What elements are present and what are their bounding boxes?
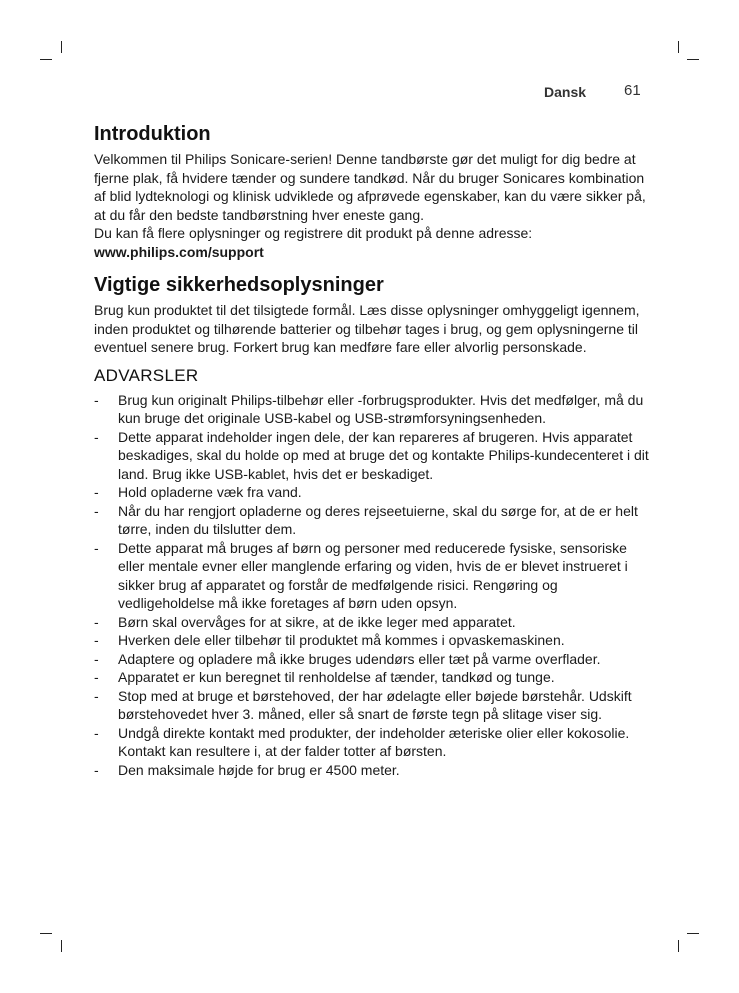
register-text: Du kan få flere oplysninger og registrere dit produkt på denne adresse:: [94, 225, 533, 241]
list-item-text: Hverken dele eller tilbehør til produktet må kommes i opvaskemaskinen.: [118, 632, 565, 648]
safety-paragraph: Brug kun produktet til det tilsigtede formål. Læs disse oplysninger omhyggeligt igennem, inden produktet og tilhørende batterier og tilbehør tages i brug, og gem oplysningerne til eventuel senere brug. Forkert brug kan medføre fare eller alvorlig personskade.: [94, 302, 640, 355]
list-item-text: Dette apparat indeholder ingen dele, der kan repareres af brugeren. Hvis apparatet beskadiges, skal du holde op med at bruge det og kontakte Philips-kundecenteret i dit land. Brug ikke USB-kablet, hvis det er beskadiget.: [118, 428, 649, 482]
list-item: [94, 613, 650, 632]
list-item: [94, 539, 650, 613]
list-item: [94, 761, 650, 780]
list-item-text: Brug kun originalt Philips-tilbehør eller -forbrugsprodukter. Hvis det medfølger, må du kun bruge det originale USB-kabel og USB-strømforsyningsenheden.: [118, 391, 644, 426]
safety-heading: Vigtige sikkerhedsoplysninger: [94, 274, 384, 296]
page-header: [0, 82, 739, 102]
bullet-dash: -: [94, 613, 99, 630]
bullet-dash: -: [94, 669, 99, 685]
warnings-heading: ADVARSLER: [94, 365, 199, 385]
list-item-text: Dette apparat må bruges af børn og personer med reducerede fysiske, sensoriske eller mentale evner eller manglende erfaring og viden, hvis de er blevet instrueret i sikker brug af apparatet og forstår de medfølgende risici. Rengøring og vedligeholdelse må ikke foretages af børn uden opsyn.: [118, 539, 628, 611]
list-item-text: Adaptere og opladere må ikke bruges udendørs eller tæt på varme overflader.: [118, 650, 601, 667]
list-item: [94, 391, 650, 428]
list-item: [94, 687, 650, 724]
list-item: [94, 724, 650, 761]
list-item-text: Stop med at bruge et børstehoved, der har ødelagte eller bøjede børstehår. Udskift børstehovedet hver 3. måned, eller så snart de første tegn på slitage viser sig.: [118, 687, 632, 722]
list-item: [94, 502, 650, 539]
crop-mark-bottom-right-v: [678, 940, 679, 952]
support-url: www.philips.com/support: [94, 243, 264, 260]
bullet-dash: -: [94, 484, 99, 500]
bullet-dash: -: [94, 687, 99, 704]
bullet-dash: -: [94, 650, 99, 667]
bullet-dash: -: [94, 428, 99, 445]
warnings-list: [94, 391, 650, 780]
list-item: [94, 650, 650, 669]
bullet-dash: -: [94, 539, 99, 556]
list-item-text: Den maksimale højde for brug er 4500 meter.: [118, 761, 400, 778]
list-item: [94, 631, 650, 650]
page-number: 61: [624, 82, 641, 99]
list-item-text: Hold opladerne væk fra vand.: [118, 484, 302, 500]
crop-mark-top-left-v: [61, 41, 62, 53]
intro-paragraph: Velkommen til Philips Sonicare-serien! Denne tandbørste gør det muligt for dig bedre at fjerne plak, få hvidere tænder og sundere tandkød. Når du bruger Sonicares kombination af blid lydteknologi og klinisk udviklede og afprøvede egenskaber, kan du være sikker på, at du får den bedste tandbørstning hver eneste gang.: [94, 151, 646, 223]
list-item: [94, 668, 650, 687]
list-item-text: Undgå direkte kontakt med produkter, der indeholder æteriske olier eller kokosolie. Kontakt kan resultere i, at der falder totter af børsten.: [118, 724, 630, 759]
bullet-dash: -: [94, 632, 99, 648]
list-item: [94, 483, 650, 502]
bullet-dash: -: [94, 724, 99, 741]
page-content: [94, 122, 650, 779]
intro-heading: Introduktion: [94, 123, 211, 145]
crop-mark-top-right-v: [678, 41, 679, 53]
crop-mark-bottom-left-h: [40, 933, 52, 934]
bullet-dash: -: [94, 391, 99, 408]
crop-mark-bottom-left-v: [61, 940, 62, 952]
crop-mark-top-right-h: [687, 59, 699, 60]
crop-mark-top-left-h: [40, 59, 52, 60]
crop-mark-bottom-right-h: [687, 933, 699, 934]
language-label: Dansk: [544, 84, 587, 100]
list-item-text: Når du har rengjort opladerne og deres rejseetuierne, skal du sørge for, at de er helt tørre, inden du tilslutter dem.: [118, 502, 638, 537]
list-item: [94, 428, 650, 484]
list-item-text: Apparatet er kun beregnet til renholdelse af tænder, tandkød og tunge.: [118, 669, 555, 685]
list-item-text: Børn skal overvåges for at sikre, at de ikke leger med apparatet.: [118, 613, 516, 630]
bullet-dash: -: [94, 761, 99, 778]
bullet-dash: -: [94, 502, 99, 519]
